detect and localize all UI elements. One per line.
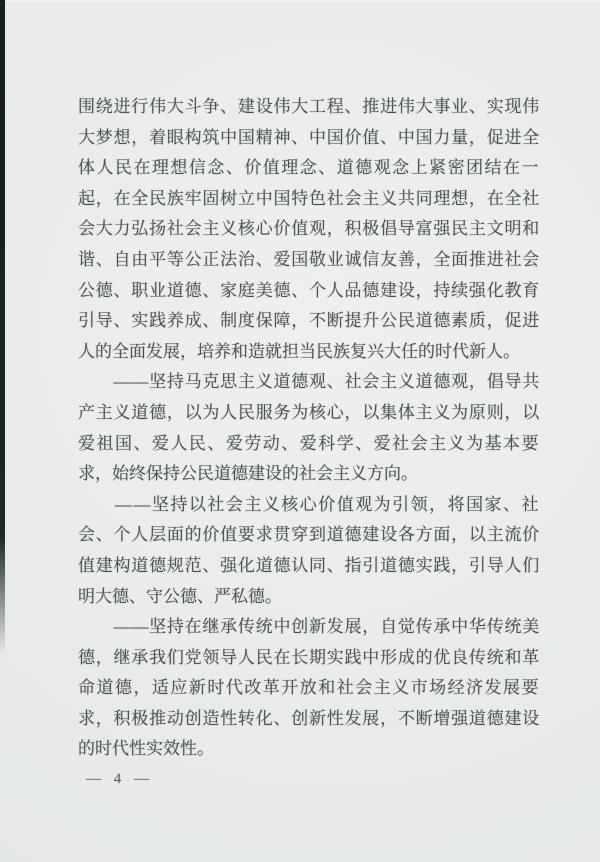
body-text xyxy=(78,92,540,765)
scan-left-edge-artifact xyxy=(0,0,5,655)
text-line: 求，始终保持公民道德建设的社会主义方向。 xyxy=(78,464,418,484)
text-line: 会、个人层面的价值要求贯穿到道德建设各方面，以主流价 xyxy=(78,525,540,545)
text-line: 公德、职业道德、家庭美德、个人品德建设，持续强化教育 xyxy=(78,280,540,300)
text-line: 大梦想，着眼构筑中国精神、中国价值、中国力量，促进全 xyxy=(78,127,540,147)
text-line: 围绕进行伟大斗争、建设伟大工程、推进伟大事业、实现伟 xyxy=(78,97,540,116)
text-line: 人的全面发展，培养和造就担当民族复兴大任的时代新人。 xyxy=(78,341,520,361)
text-line: ——坚持马克思主义道德观、社会主义道德观，倡导共 xyxy=(78,372,540,392)
text-line: ——坚持以社会主义核心价值观为引领，将国家、社 xyxy=(78,494,540,514)
text-line: 明大德、守公德、严私德。 xyxy=(78,586,282,606)
text-line: 体人民在理想信念、价值理念、道德观念上紧密团结在一 xyxy=(78,158,540,178)
text-line: 命道德，适应新时代改革开放和社会主义市场经济发展要 xyxy=(78,678,540,698)
scan-top-edge-artifact xyxy=(0,0,600,3)
text-line: 德，继承我们党领导人民在长期实践中形成的优良传统和革 xyxy=(78,647,540,667)
text-line: 爱祖国、爱人民、爱劳动、爱科学、爱社会主义为基本要 xyxy=(78,433,540,453)
text-line: 起，在全民族牢固树立中国特色社会主义共同理想，在全社 xyxy=(78,188,540,208)
text-line: 引导、实践养成、制度保障，不断提升公民道德素质，促进 xyxy=(78,311,540,331)
text-line: 求，积极推动创造性转化、创新性发展，不断增强道德建设 xyxy=(78,708,540,728)
text-line: 值建构道德规范、强化道德认同、指引道德实践，引导人们 xyxy=(78,555,540,575)
text-line: 产主义道德，以为人民服务为核心，以集体主义为原则，以 xyxy=(78,402,540,422)
text-line: 谐、自由平等公正法治、爱国敬业诚信友善，全面推进社会 xyxy=(78,249,540,269)
text-line: ——坚持在继承传统中创新发展，自觉传承中华传统美 xyxy=(78,617,540,637)
text-line: 会大力弘扬社会主义核心价值观，积极倡导富强民主文明和 xyxy=(78,219,540,239)
text-line: 的时代性实效性。 xyxy=(78,739,214,759)
page-number: — 4 — xyxy=(86,771,150,787)
